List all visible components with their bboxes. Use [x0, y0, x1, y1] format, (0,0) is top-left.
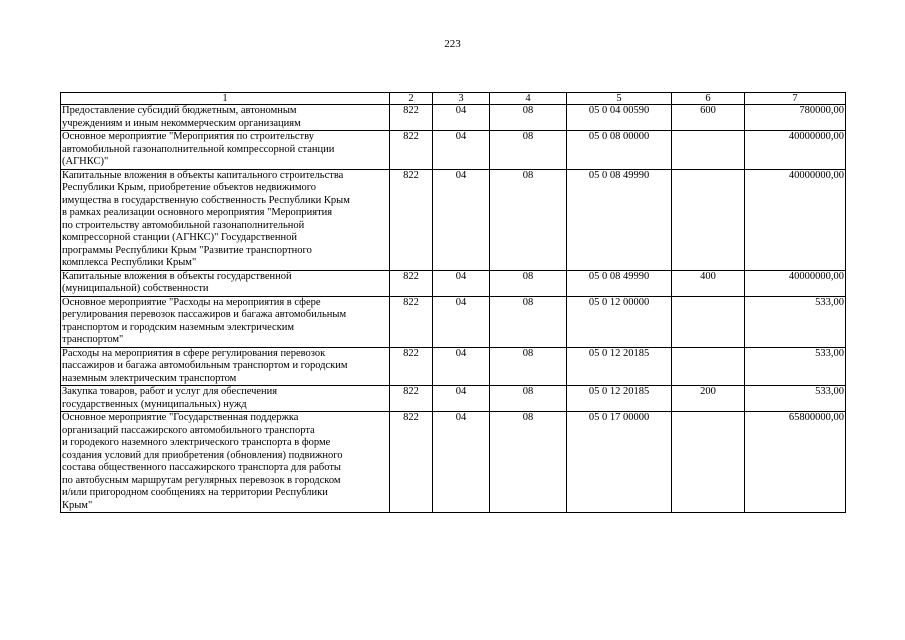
table-row — [61, 347, 846, 386]
table-row — [61, 105, 846, 131]
subsection-code: 08 — [490, 296, 567, 347]
amount: 533,00 — [745, 347, 846, 386]
expense-type-code — [672, 412, 745, 513]
amount: 40000000,00 — [745, 131, 846, 170]
row-description: Капитальные вложения в объекты государственной (муниципальной) собственности — [61, 270, 390, 296]
table-row — [61, 412, 846, 513]
column-header: 5 — [567, 93, 672, 105]
expense-type-code — [672, 347, 745, 386]
subsection-code: 08 — [490, 270, 567, 296]
row-description: Капитальные вложения в объекты капитального строительства Республики Крым, приобретение объектов недвижимого имущества в государственную собственность Республики Крым в рамках реализации основного мероприятия "Мероприятия по строительству автомобильной газонаполнительной компрессорной станции (АГНКС)" Государственной программы Республики Крым "Развитие транспортного комплекса Республики Крым" — [61, 169, 390, 270]
subsection-code: 08 — [490, 347, 567, 386]
section-code: 04 — [433, 105, 490, 131]
page-number: 223 — [444, 38, 461, 50]
amount: 65800000,00 — [745, 412, 846, 513]
table-row — [61, 270, 846, 296]
column-header: 3 — [433, 93, 490, 105]
column-header: 1 — [61, 93, 390, 105]
ministry-code: 822 — [390, 347, 433, 386]
expense-type-code — [672, 296, 745, 347]
expense-type-code: 600 — [672, 105, 745, 131]
row-description: Расходы на мероприятия в сфере регулирования перевозок пассажиров и багажа автомобильным транспортом и городским наземным электрическим транспортом — [61, 347, 390, 386]
budget-table — [60, 92, 846, 513]
target-article-code: 05 0 08 49990 — [567, 169, 672, 270]
section-code: 04 — [433, 386, 490, 412]
target-article-code: 05 0 04 00590 — [567, 105, 672, 131]
amount: 40000000,00 — [745, 169, 846, 270]
table-row — [61, 296, 846, 347]
subsection-code: 08 — [490, 105, 567, 131]
row-description: Предоставление субсидий бюджетным, автономным учреждениям и иным некоммерческим организациям — [61, 105, 390, 131]
section-code: 04 — [433, 131, 490, 170]
expense-type-code — [672, 169, 745, 270]
ministry-code: 822 — [390, 169, 433, 270]
ministry-code: 822 — [390, 105, 433, 131]
target-article-code: 05 0 17 00000 — [567, 412, 672, 513]
ministry-code: 822 — [390, 386, 433, 412]
section-code: 04 — [433, 347, 490, 386]
target-article-code: 05 0 12 20185 — [567, 386, 672, 412]
ministry-code: 822 — [390, 131, 433, 170]
ministry-code: 822 — [390, 412, 433, 513]
ministry-code: 822 — [390, 270, 433, 296]
ministry-code: 822 — [390, 296, 433, 347]
row-description: Основное мероприятие "Государственная поддержка организаций пассажирского автомобильного транспорта и городекого наземного электрического транспорта в форме создания условий для приобретения (обновления) подвижного состава общественного пассажирского транспорта для работы по автобусным маршрутам регулярных перевозок в городском и/или пригородном сообщениях на территории Республики Крым" — [61, 412, 390, 513]
row-description: Основное мероприятие "Мероприятия по строительству автомобильной газонаполнительной компрессорной станции (АГНКС)" — [61, 131, 390, 170]
column-header: 7 — [745, 93, 846, 105]
amount: 533,00 — [745, 386, 846, 412]
target-article-code: 05 0 12 20185 — [567, 347, 672, 386]
table-row — [61, 169, 846, 270]
header-row — [61, 93, 846, 105]
table-row — [61, 131, 846, 170]
table-row — [61, 386, 846, 412]
section-code: 04 — [433, 169, 490, 270]
section-code: 04 — [433, 296, 490, 347]
amount: 780000,00 — [745, 105, 846, 131]
amount: 533,00 — [745, 296, 846, 347]
section-code: 04 — [433, 270, 490, 296]
column-header: 6 — [672, 93, 745, 105]
column-header: 2 — [390, 93, 433, 105]
expense-type-code: 400 — [672, 270, 745, 296]
amount: 40000000,00 — [745, 270, 846, 296]
expense-type-code: 200 — [672, 386, 745, 412]
subsection-code: 08 — [490, 412, 567, 513]
target-article-code: 05 0 12 00000 — [567, 296, 672, 347]
expense-type-code — [672, 131, 745, 170]
subsection-code: 08 — [490, 131, 567, 170]
section-code: 04 — [433, 412, 490, 513]
row-description: Основное мероприятие "Расходы на мероприятия в сфере регулирования перевозок пассажиров и багажа автомобильным транспортом и городским наземным электрическим транспортом" — [61, 296, 390, 347]
target-article-code: 05 0 08 49990 — [567, 270, 672, 296]
row-description: Закупка товаров, работ и услуг для обеспечения государственных (муниципальных) нужд — [61, 386, 390, 412]
subsection-code: 08 — [490, 169, 567, 270]
column-header: 4 — [490, 93, 567, 105]
target-article-code: 05 0 08 00000 — [567, 131, 672, 170]
subsection-code: 08 — [490, 386, 567, 412]
